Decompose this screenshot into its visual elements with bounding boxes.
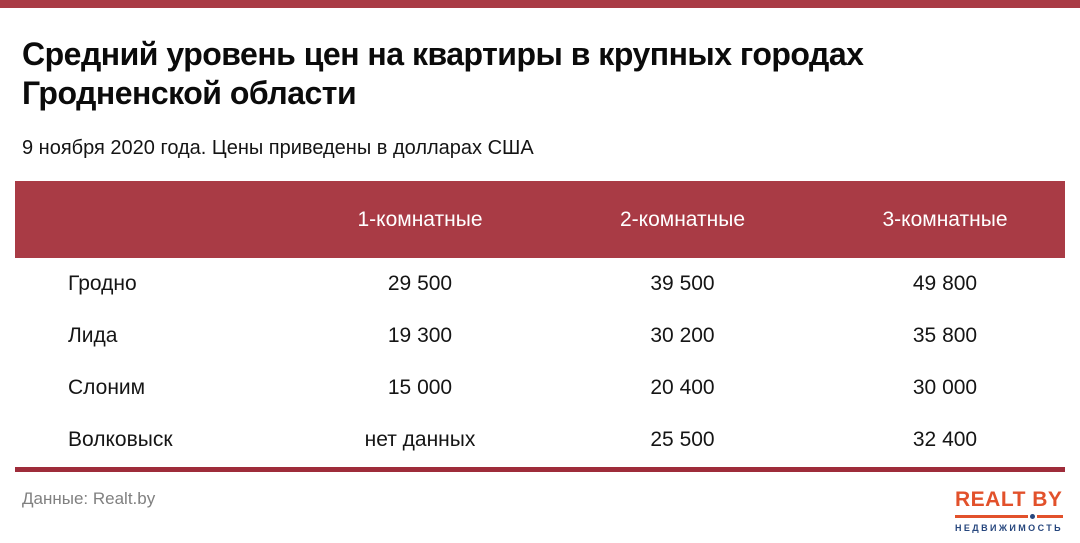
table-row <box>15 362 1065 414</box>
column-header-1room: 1-комнатные <box>357 207 483 231</box>
footer <box>15 472 1065 533</box>
value-cell: 32 400 <box>912 428 978 451</box>
table-header-row <box>15 181 1065 258</box>
table-row <box>15 310 1065 362</box>
top-accent-bar <box>0 0 1080 8</box>
value-cell: нет данных <box>364 428 476 451</box>
city-cell: Лида <box>68 324 118 347</box>
realt-by-logo-subtitle: НЕДВИЖИМОСТЬ <box>955 523 1064 533</box>
table-row <box>15 258 1065 310</box>
value-cell: 30 000 <box>912 376 978 399</box>
page-subtitle: 9 ноября 2020 года. Цены приведены в долларах США <box>22 137 534 159</box>
column-header-3room: 3-комнатные <box>882 207 1008 231</box>
city-cell: Волковыск <box>68 428 173 451</box>
realt-by-logo-title: REALT BY <box>955 488 1063 511</box>
value-cell: 35 800 <box>912 324 978 347</box>
value-cell: 39 500 <box>650 272 715 295</box>
value-cell: 25 500 <box>650 428 715 451</box>
value-cell: 15 000 <box>387 376 453 399</box>
value-cell: 49 800 <box>912 272 978 295</box>
infographic <box>0 35 1080 533</box>
column-header-2room: 2-комнатные <box>619 207 745 231</box>
realt-by-logo-underline <box>955 514 1063 519</box>
logo-dot-icon <box>1030 514 1035 519</box>
logo-underline-segment <box>1037 515 1063 518</box>
logo-underline-segment <box>955 515 1028 518</box>
page-title: Средний уровень цен на квартиры в крупных городах Гродненской области <box>22 36 864 111</box>
table-row <box>15 414 1065 466</box>
realt-by-logo <box>955 489 1063 533</box>
table-body <box>15 258 1065 466</box>
value-cell: 20 400 <box>650 376 715 399</box>
data-source-label: Данные: Realt.by <box>22 489 156 508</box>
city-cell: Гродно <box>68 272 137 295</box>
value-cell: 29 500 <box>387 272 453 295</box>
value-cell: 30 200 <box>650 324 715 347</box>
city-cell: Слоним <box>68 376 146 399</box>
value-cell: 19 300 <box>387 324 453 347</box>
